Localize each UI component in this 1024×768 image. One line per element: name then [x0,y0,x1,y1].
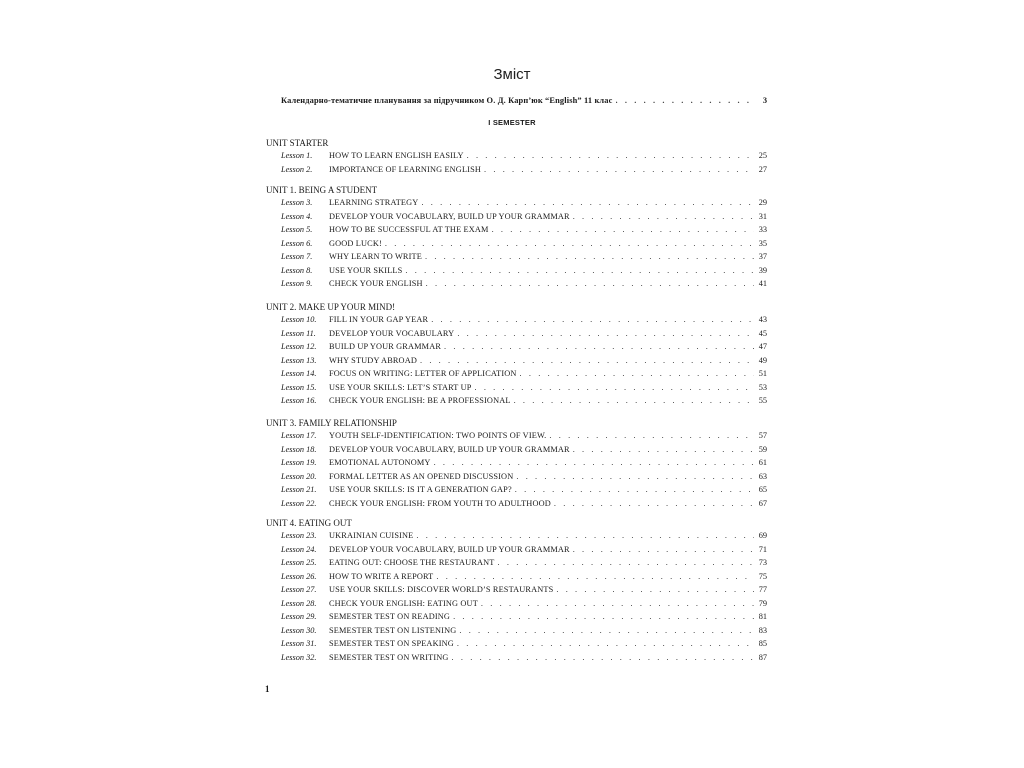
toc-entry [281,165,767,177]
leader-dots [385,239,754,248]
lesson-number: Lesson 7. [281,252,313,261]
lesson-title: IMPORTANCE OF LEARNING ENGLISH [329,164,481,174]
lesson-title: FORMAL LETTER AS AN OPENED DISCUSSION [329,471,514,481]
leader-dots [420,356,754,365]
lesson-page: 85 [758,639,767,648]
lesson-title: USE YOUR SKILLS: LET’S START UP [329,382,472,392]
lesson-page: 77 [758,585,767,594]
lesson-number: Lesson 4. [281,211,313,221]
lesson-number: Lesson 30. [281,625,317,635]
toc-entry [281,558,767,570]
intro-page: 3 [762,96,767,105]
toc-entry [281,225,767,237]
lesson-page: 33 [758,225,767,234]
lesson-number: Lesson 11. [281,328,316,338]
leader-dots [481,599,754,608]
lesson-number: Lesson 1. [281,151,313,160]
lesson-title: CHECK YOUR ENGLISH: EATING OUT [329,598,478,608]
lesson-page: 37 [758,252,767,261]
lesson-title: SEMESTER TEST ON SPEAKING [329,639,454,648]
lesson-number: Lesson 23. [281,531,317,540]
lesson-title: SEMESTER TEST ON WRITING [329,652,449,662]
lesson-number: Lesson 12. [281,342,317,351]
toc-entry [281,585,767,597]
toc-entry [281,626,767,638]
toc-entry [281,545,767,557]
leader-dots [573,545,754,554]
toc-entry [281,458,767,470]
lesson-title: UKRAINIAN CUISINE [329,531,414,540]
page-number: 1 [265,684,270,694]
lesson-number: Lesson 13. [281,355,317,365]
lesson-page: 51 [758,369,767,378]
toc-entry [281,266,767,278]
lesson-page: 61 [758,458,767,467]
lesson-title: EATING OUT: CHOOSE THE RESTAURANT [329,558,495,567]
lesson-title: HOW TO WRITE A REPORT [329,571,434,581]
lesson-page: 49 [758,355,767,365]
toc-entry [281,445,767,457]
lesson-page: 45 [758,328,767,338]
leader-dots [425,252,754,261]
unit-title: UNIT 3. FAMILY RELATIONSHIP [266,418,397,428]
toc-entry [281,485,767,497]
lesson-number: Lesson 9. [281,279,313,288]
lesson-title: SEMESTER TEST ON READING [329,612,451,621]
toc-entry [281,198,767,210]
leader-dots [498,558,754,567]
toc-entry [281,151,767,163]
leader-dots [459,626,754,635]
toc-entry [281,653,767,665]
lesson-page: 53 [758,382,767,392]
toc-entry [281,315,767,327]
lesson-title: DEVELOP YOUR VOCABULARY, BUILD UP YOUR GRAMMAR [329,544,570,554]
leader-dots [573,212,754,221]
lesson-number: Lesson 20. [281,471,317,481]
lesson-page: 41 [758,279,767,288]
lesson-number: Lesson 8. [281,265,313,275]
lesson-title: WHY STUDY ABROAD [329,355,417,365]
unit-title: UNIT 2. MAKE UP YOUR MIND! [266,302,396,312]
toc-entry [281,239,767,251]
toc-entry [281,472,767,484]
unit-title: UNIT 4. EATING OUT [266,518,352,528]
leader-dots [467,151,754,160]
leader-dots [515,485,754,494]
toc-entry [281,396,767,408]
toc-entry [281,329,767,341]
page-title: Зміст [493,66,531,83]
leader-dots [457,329,754,338]
lesson-number: Lesson 21. [281,485,317,494]
lesson-page: 83 [758,625,767,635]
leader-dots [431,315,754,324]
toc-entry [281,431,767,443]
lesson-title: YOUTH SELF-IDENTIFICATION: TWO POINTS OF VIEW. [329,431,547,440]
lesson-title: HOW TO LEARN ENGLISH EASILY [329,151,464,160]
lesson-page: 43 [758,315,767,324]
intro-entry [281,96,767,105]
toc-entry [281,369,767,381]
leader-dots [421,198,754,207]
lesson-number: Lesson 14. [281,369,317,378]
lesson-page: 27 [758,164,767,174]
lesson-page: 31 [758,211,767,221]
lesson-page: 75 [758,571,767,581]
lesson-page: 29 [758,198,767,207]
lesson-title: EMOTIONAL AUTONOMY [329,458,431,467]
leader-dots [554,499,754,508]
lesson-page: 87 [758,652,767,662]
toc-entry [281,383,767,395]
leader-dots [452,653,754,662]
toc-entry [281,531,767,543]
leader-dots [436,572,754,581]
leader-dots [434,458,754,467]
leader-dots [416,531,754,540]
lesson-number: Lesson 29. [281,612,317,621]
unit-title: UNIT 1. BEING A STUDENT [266,185,378,195]
leader-dots [405,266,754,275]
leader-dots [484,165,754,174]
leader-dots [616,96,755,105]
lesson-page: 73 [758,558,767,567]
lesson-page: 65 [758,485,767,494]
lesson-number: Lesson 15. [281,382,317,392]
lesson-title: FILL IN YOUR GAP YEAR [329,315,429,324]
leader-dots [514,396,754,405]
lesson-number: Lesson 32. [281,652,317,662]
lesson-page: 35 [758,238,767,248]
lesson-title: USE YOUR SKILLS: IS IT A GENERATION GAP? [329,485,512,494]
lesson-number: Lesson 27. [281,585,317,594]
lesson-title: BUILD UP YOUR GRAMMAR [329,342,442,351]
lesson-page: 81 [758,612,767,621]
lesson-number: Lesson 5. [281,225,313,234]
lesson-page: 63 [758,471,767,481]
lesson-number: Lesson 16. [281,396,317,405]
lesson-number: Lesson 17. [281,431,317,440]
lesson-title: LEARNING STRATEGY [329,198,419,207]
toc-entry [281,356,767,368]
toc-entry [281,612,767,624]
lesson-title: WHY LEARN TO WRITE [329,252,422,261]
lesson-number: Lesson 2. [281,164,313,174]
lesson-title: GOOD LUCK! [329,238,382,248]
leader-dots [457,639,754,648]
lesson-page: 57 [758,431,767,440]
lesson-number: Lesson 18. [281,444,317,454]
lesson-number: Lesson 25. [281,558,317,567]
lesson-title: DEVELOP YOUR VOCABULARY, BUILD UP YOUR GRAMMAR [329,444,570,454]
lesson-title: CHECK YOUR ENGLISH: FROM YOUTH TO ADULTHOOD [329,498,551,508]
toc-entry [281,639,767,651]
lesson-page: 47 [758,342,767,351]
leader-dots [556,585,754,594]
unit-title: UNIT STARTER [266,138,329,148]
leader-dots [474,383,754,392]
lesson-title: SEMESTER TEST ON LISTENING [329,625,457,635]
lesson-page: 59 [758,444,767,454]
toc-entry [281,572,767,584]
lesson-number: Lesson 24. [281,544,317,554]
lesson-title: USE YOUR SKILLS: DISCOVER WORLD’S RESTAURANTS [329,585,554,594]
lesson-page: 67 [758,498,767,508]
lesson-title: CHECK YOUR ENGLISH [329,279,423,288]
leader-dots [516,472,754,481]
lesson-title: DEVELOP YOUR VOCABULARY [329,328,455,338]
lesson-page: 69 [758,531,767,540]
intro-text: Календарно-тематичне планування за підручником О. Д. Карп’юк “English” 11 клас [281,96,613,105]
lesson-title: HOW TO BE SUCCESSFUL AT THE EXAM [329,225,489,234]
leader-dots [520,369,754,378]
lesson-number: Lesson 31. [281,639,317,648]
lesson-number: Lesson 28. [281,598,317,608]
lesson-page: 39 [758,265,767,275]
toc-entry [281,499,767,511]
toc-entry [281,279,767,291]
leader-dots [453,612,754,621]
toc-entry [281,252,767,264]
lesson-page: 71 [758,544,767,554]
lesson-number: Lesson 19. [281,458,317,467]
lesson-number: Lesson 22. [281,498,317,508]
lesson-title: USE YOUR SKILLS [329,265,403,275]
semester-heading: I SEMESTER [488,118,536,127]
lesson-number: Lesson 10. [281,315,317,324]
lesson-title: FOCUS ON WRITING: LETTER OF APPLICATION [329,369,517,378]
toc-entry [281,342,767,354]
lesson-page: 79 [758,598,767,608]
lesson-page: 55 [758,396,767,405]
leader-dots [444,342,754,351]
toc-entry [281,599,767,611]
lesson-number: Lesson 26. [281,571,317,581]
leader-dots [573,445,754,454]
leader-dots [426,279,754,288]
lesson-title: DEVELOP YOUR VOCABULARY, BUILD UP YOUR GRAMMAR [329,211,570,221]
lesson-title: CHECK YOUR ENGLISH: BE A PROFESSIONAL [329,396,511,405]
leader-dots [549,431,754,440]
leader-dots [492,225,754,234]
lesson-number: Lesson 3. [281,198,313,207]
lesson-page: 25 [758,151,767,160]
lesson-number: Lesson 6. [281,238,313,248]
toc-entry [281,212,767,224]
